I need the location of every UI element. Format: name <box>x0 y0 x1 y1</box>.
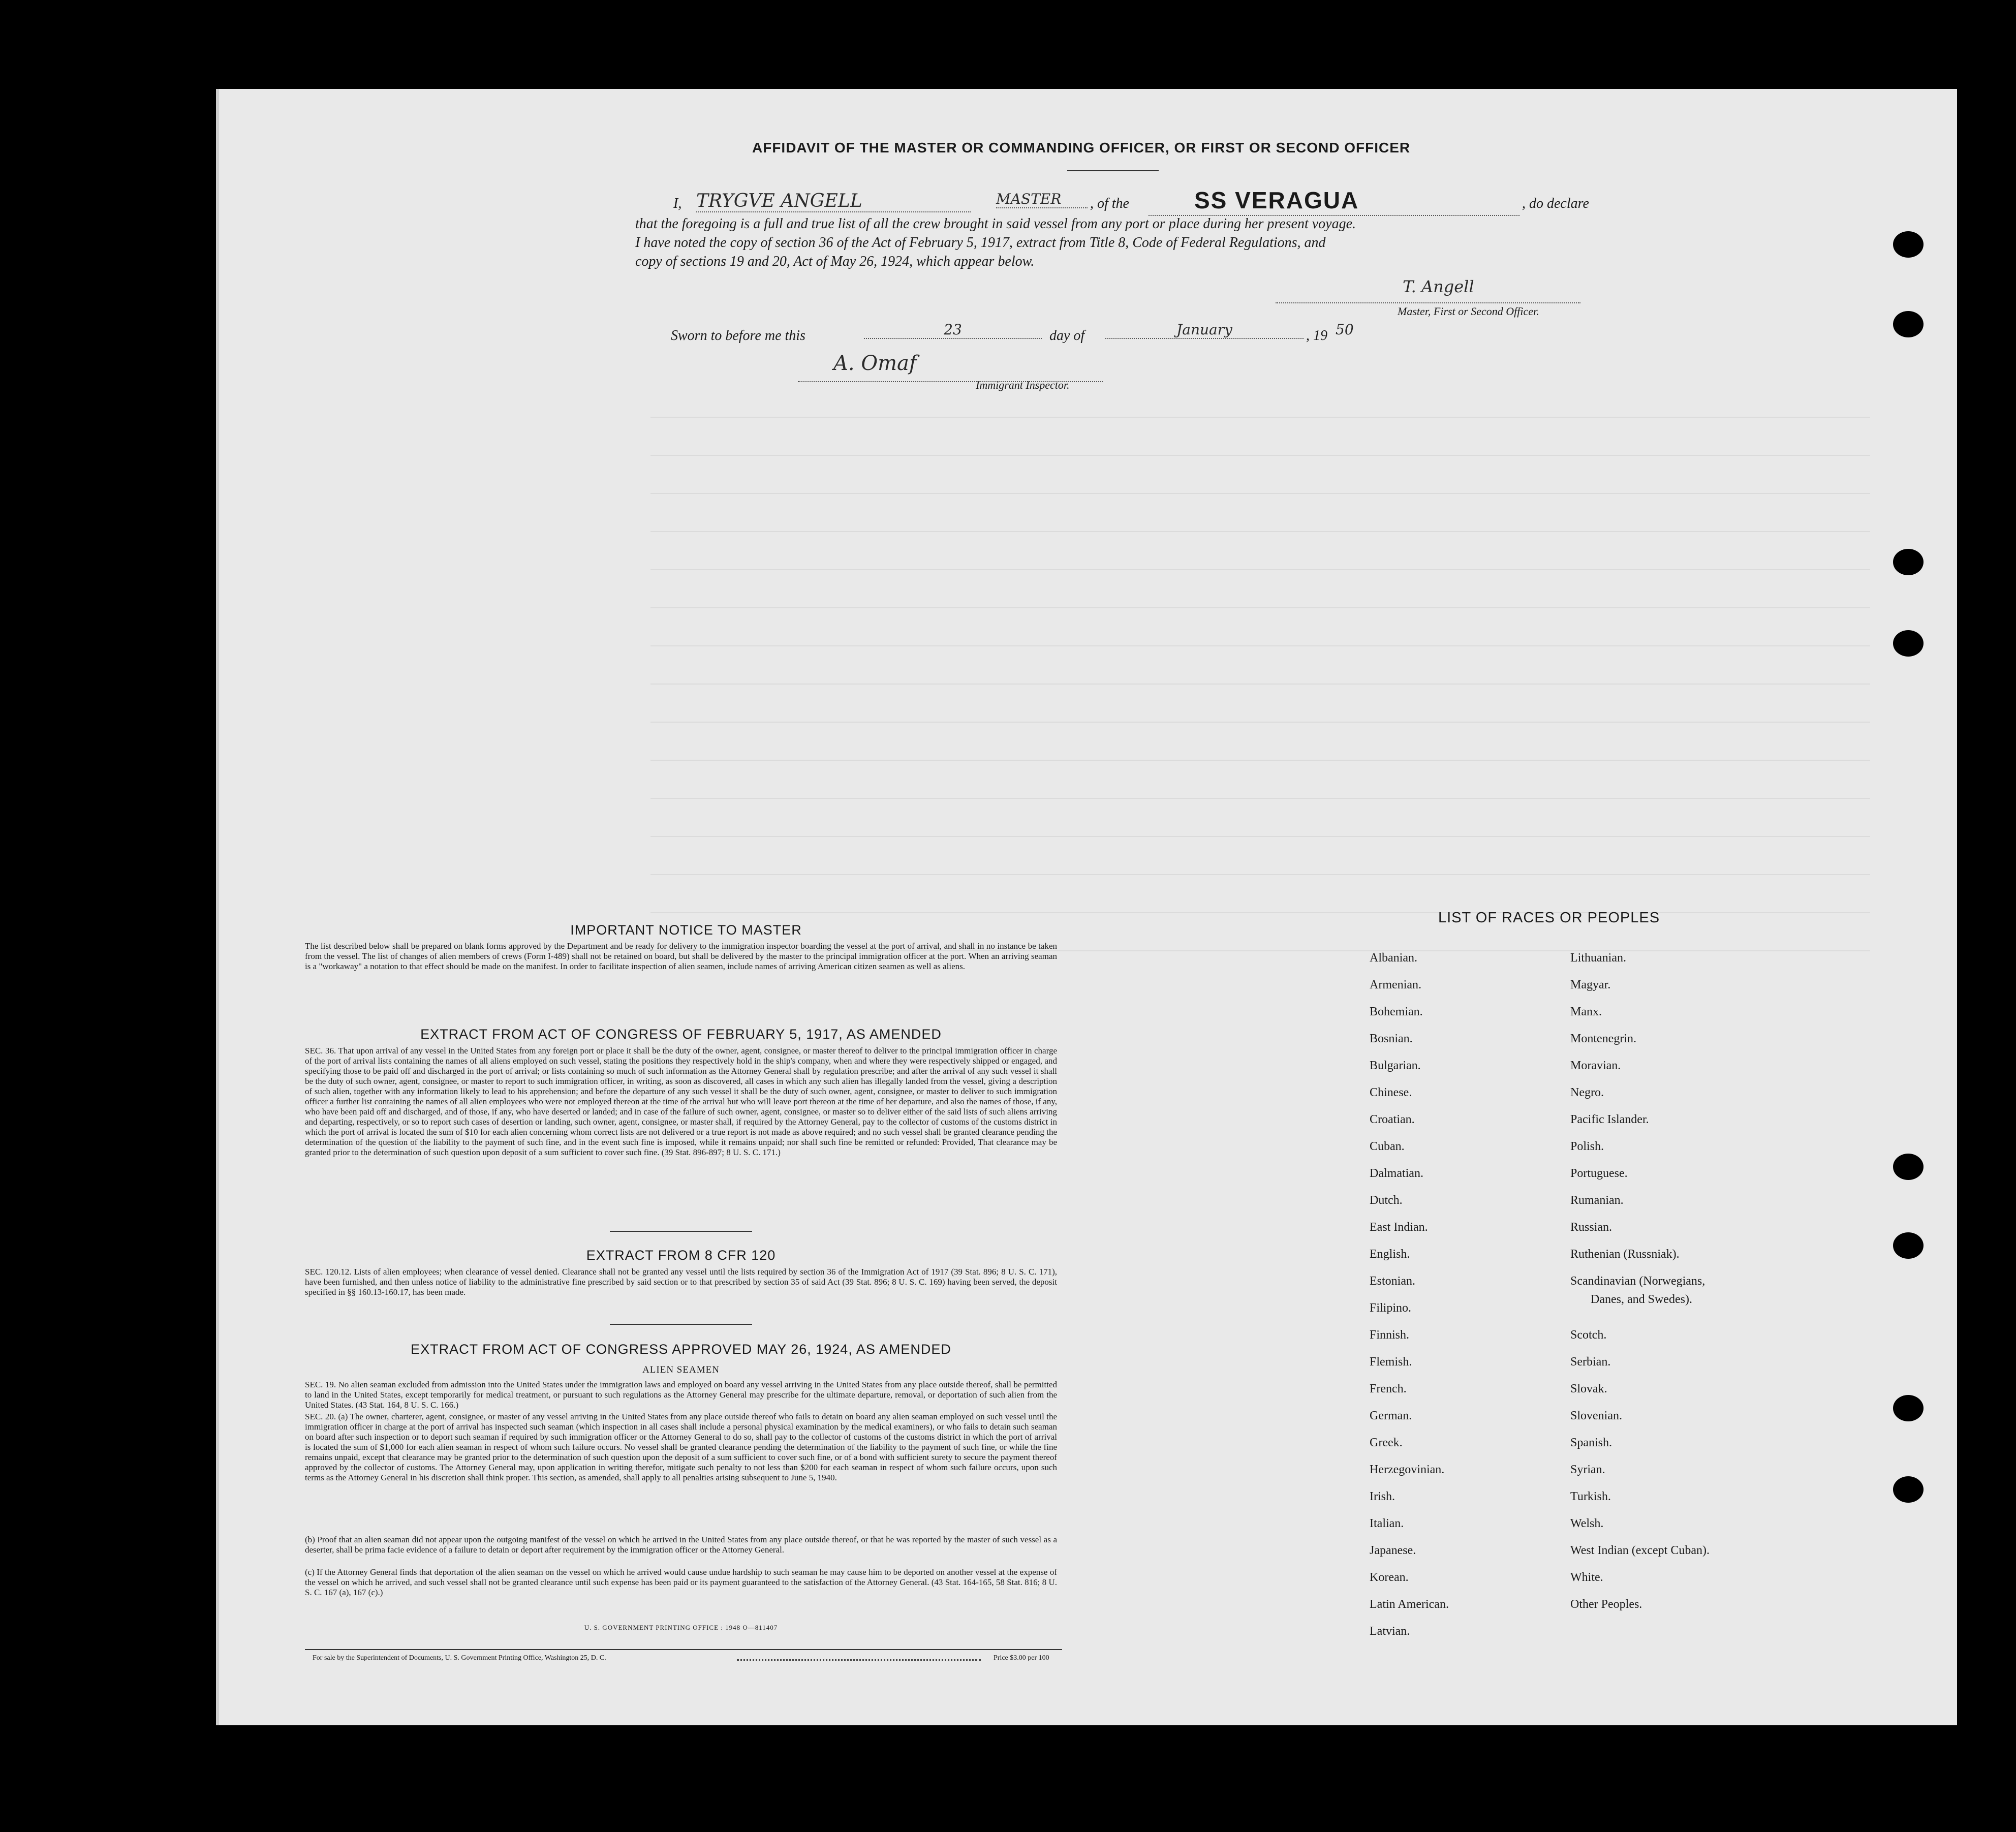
race-item: Welsh. <box>1570 1517 1604 1530</box>
officer-name: TRYGVE ANGELL <box>696 191 971 212</box>
sworn-month: January <box>1105 321 1304 339</box>
alien-seamen-subtitle: ALIEN SEAMEN <box>642 1364 720 1375</box>
sworn-label: Sworn to before me this <box>671 328 805 344</box>
race-item: Ruthenian (Russniak). <box>1570 1248 1680 1261</box>
races-title: LIST OF RACES OR PEOPLES <box>1438 910 1660 926</box>
extract-1917-title: EXTRACT FROM ACT OF CONGRESS OF FEBRUARY 5, 1917, AS AMENDED <box>420 1027 942 1042</box>
extract-cfr-body: SEC. 120.12. Lists of alien employees; when clearance of vessel denied. Clearance shall not be granted any vessel until the lists required by section 36 of the Immigration Act of 1917 (39 Stat. 896; 8 U. S. C. 171), have been furnished, and then unless notice of liability to the administrative fine prescribed by said section or to that prescribed by section 35 of said Act (39 Stat. 896; 8 U. S. C. 169) having been served, the deposit specified in §§ 160.13-160.17, has been made. <box>305 1267 1057 1297</box>
race-item: Dutch. <box>1370 1194 1403 1207</box>
extract-1924-sec19: SEC. 19. No alien seaman excluded from admission into the United States under the immigration laws and employed on board any vessel arriving in the United States from any place outside thereof, shall be permitted to land in the United States, except temporarily for medical treatment, or pursuant to such regulations as the Attorney General may prescribe for the ultimate departure, removal, or deportation of such alien from the United States. (43 Stat. 164, 8 U. S. C. 166.) <box>305 1380 1057 1410</box>
punch-hole <box>1893 231 1924 258</box>
race-item: Herzegovinian. <box>1370 1463 1445 1476</box>
master-signature-line <box>1276 277 1580 303</box>
race-item: Armenian. <box>1370 978 1421 991</box>
race-item: German. <box>1370 1409 1412 1422</box>
race-item: Filipino. <box>1370 1301 1412 1315</box>
notice-title: IMPORTANT NOTICE TO MASTER <box>570 922 802 938</box>
declaration-line-2: I have noted the copy of section 36 of the Act of February 5, 1917, extract from Title 8, Code of Federal Regulations, and <box>635 235 1326 251</box>
punch-hole <box>1893 630 1924 657</box>
race-item: Korean. <box>1370 1571 1409 1584</box>
race-item: Flemish. <box>1370 1355 1412 1369</box>
year-prefix: , 19 <box>1306 328 1327 344</box>
extract-1917-body: SEC. 36. That upon arrival of any vessel in the United States from any foreign port or place it shall be the duty of the owner, agent, consignee, or master thereof to deliver to the principal immigration officer in charge of the port of arrival lists containing the names of all aliens employed on such vessel, stating the positions they respectively hold in the ship's company, when and where they were respectively shipped or engaged, and specifying those to be paid off and discharged in the port of arrival; or lists containing so much of such information as the Attorney General shall by regulation prescribe; and after the arrival of any such vessel it shall be the duty of such owner, agent, consignee, or master to report to such immigration officer, in writing, as soon as discovered, all cases in which any such alien has illegally landed from the vessel, giving a description of such alien, together with any information likely to lead to his apprehension; and before the departure of any such vessel it shall be the duty of such owner, agent, consignee, or master to deliver to such immigration officer a further list containing the names of all alien employees who were not employed thereon at the time of the arrival but who will leave port thereon at the time of her departure, and also the names of those, if any, who have been paid off and discharged, and of those, if any, who have deserted or landed; and in case of the failure of such owner, agent, consignee, or master so to deliver either of the said lists of such aliens arriving and departing, respectively, or so to report such cases of desertion or landing, such owner, agent, consignee, or master shall, if required by the Attorney General, pay to the collector of customs of the customs district in which the port of arrival is located the sum of $10 for each alien concerning whom correct lists are not delivered or a true report is not made as above required; and no such vessel shall be granted clearance pending the determination of the question of the liability to the payment of such fine, and in the event such fine is imposed, while it remains unpaid; nor shall such fine be remitted or refunded: Provided, That clearance may be granted prior to the determination of such question upon deposit of a sum sufficient to cover such fine. (39 Stat. 896-897; 8 U. S. C. 171.) <box>305 1046 1057 1157</box>
race-item: Chinese. <box>1370 1086 1412 1099</box>
race-item: Lithuanian. <box>1570 951 1626 965</box>
declaration-line-3: copy of sections 19 and 20, Act of May 26, 1924, which appear below. <box>635 254 1035 269</box>
extract-1924-title: EXTRACT FROM ACT OF CONGRESS APPROVED MAY 26, 1924, AS AMENDED <box>411 1342 951 1357</box>
race-item: Serbian. <box>1570 1355 1611 1369</box>
race-item: French. <box>1370 1382 1407 1395</box>
race-item: Croatian. <box>1370 1113 1415 1126</box>
extract-cfr-rule <box>610 1324 752 1325</box>
of-the-label: , of the <box>1090 196 1129 211</box>
race-item: Montenegrin. <box>1570 1032 1636 1045</box>
punch-hole <box>1893 1232 1924 1259</box>
punch-hole <box>1893 549 1924 575</box>
race-item: Dalmatian. <box>1370 1167 1423 1180</box>
race-item: East Indian. <box>1370 1221 1428 1234</box>
race-item: Moravian. <box>1570 1059 1621 1072</box>
race-item: Polish. <box>1570 1140 1604 1153</box>
race-item: Japanese. <box>1370 1544 1416 1557</box>
race-item: White. <box>1570 1571 1603 1584</box>
race-item: Syrian. <box>1570 1463 1605 1476</box>
race-item: Pacific Islander. <box>1570 1113 1649 1126</box>
punch-hole <box>1893 1395 1924 1421</box>
race-item: English. <box>1370 1248 1410 1261</box>
races-left-column <box>1370 951 1583 1652</box>
race-item: Irish. <box>1370 1490 1395 1503</box>
gpo-imprint: U. S. GOVERNMENT PRINTING OFFICE : 1948 O—811407 <box>584 1624 778 1631</box>
punch-hole <box>1893 311 1924 337</box>
day-of-label: day of <box>1049 328 1085 344</box>
race-item: West Indian (except Cuban). <box>1570 1544 1710 1557</box>
extract-1924-sec20b: (b) Proof that an alien seaman did not appear upon the outgoing manifest of the vessel on which he arrived in the United States from any place outside thereof, or that he was reported by the master of such vessel as a deserter, shall be prima facie evidence of a failure to detain or deport after requirement by the immigration officer or the Attorney General. <box>305 1535 1057 1555</box>
race-item: Greek. <box>1370 1436 1403 1449</box>
officer-rank: MASTER <box>996 191 1088 208</box>
affidavit-title: AFFIDAVIT OF THE MASTER OR COMMANDING OFFICER, OR FIRST OR SECOND OFFICER <box>752 140 1411 156</box>
footer-dots <box>737 1653 981 1661</box>
extract-1924-sec20c: (c) If the Attorney General finds that deportation of the alien seaman on the vessel on which he arrived would cause undue hardship to such seaman he may cause him to be deported on another vessel at the expense of the vessel on which he arrived, and such vessel shall not be granted clearance until such expense has been paid or its payment guaranteed to the satisfaction of the Attorney General. (43 Stat. 164-165, 58 Stat. 816; 8 U. S. C. 167 (a), 167 (c).) <box>305 1567 1057 1597</box>
title-rule <box>1067 170 1159 171</box>
extract-1917-rule <box>610 1231 752 1232</box>
race-item: Cuban. <box>1370 1140 1405 1153</box>
race-item: Italian. <box>1370 1517 1404 1530</box>
footer-rule <box>305 1649 1062 1650</box>
race-item: Russian. <box>1570 1221 1612 1234</box>
race-item: Latvian. <box>1370 1625 1410 1638</box>
i-label: I, <box>673 196 682 211</box>
race-item: Scandinavian (Norwegians, <box>1570 1275 1705 1288</box>
race-item: Albanian. <box>1370 951 1417 965</box>
punch-hole <box>1893 1476 1924 1503</box>
inspector-signature: A. Omaf <box>833 352 917 375</box>
race-item: Bohemian. <box>1370 1005 1423 1018</box>
race-item: Manx. <box>1570 1005 1602 1018</box>
extract-cfr-title: EXTRACT FROM 8 CFR 120 <box>586 1248 776 1263</box>
race-item: Spanish. <box>1570 1436 1612 1449</box>
race-item: Estonian. <box>1370 1275 1415 1288</box>
sworn-day: 23 <box>864 321 1042 339</box>
race-item: Portuguese. <box>1570 1167 1628 1180</box>
master-caption: Master, First or Second Officer. <box>1398 305 1539 318</box>
sworn-year: 50 <box>1336 321 1354 338</box>
punch-hole <box>1893 1154 1924 1180</box>
vessel-name: SS VERAGUA <box>1194 187 1359 213</box>
race-item: Magyar. <box>1570 978 1611 991</box>
extract-1924-sec20a: SEC. 20. (a) The owner, charterer, agent, consignee, or master of any vessel arriving in the United States from any place outside thereof who fails to detain on board any alien seaman employed on such vessel until the immigration officer in charge at the port of arrival has inspected such seaman (which inspection in all cases shall include a personal physical examination by the medical examiners), or who fails to detain such seaman on board after such inspection or to deport such seaman if required by such immigration officer or the Attorney General to do so, shall pay to the collector of customs of the customs district in which the port of arrival is located the sum of $1,000 for each alien seaman in respect of whom such failure occurs. No vessel shall be granted clearance pending the determination of the liability to the payment of such fine, or while the fine remains unpaid, except that clearance may be granted prior to the determination of such question upon the deposit of a sum sufficient to cover such fine, or of a bond with sufficient surety to secure the payment thereof approved by the collector of customs. The Attorney General may, upon application in writing therefor, mitigate such penalty to not less than $200 for each seaman in respect of whom such failure occurs, upon such terms as the Attorney General in his discretion shall think proper. This section, as amended, shall apply to all penalties arising subsequent to June 5, 1940. <box>305 1412 1057 1482</box>
footer-sale: For sale by the Superintendent of Documents, U. S. Government Printing Office, Washington 25, D. C. <box>313 1654 606 1662</box>
races-right-column <box>1570 951 1835 1625</box>
race-item: Other Peoples. <box>1570 1598 1642 1611</box>
race-item: Slovenian. <box>1570 1409 1622 1422</box>
race-item: Danes, and Swedes). <box>1591 1293 1692 1306</box>
race-item: Rumanian. <box>1570 1194 1624 1207</box>
notice-body: The list described below shall be prepared on blank forms approved by the Department and be ready for delivery to the immigration inspector boarding the vessel at the port of arrival, and shall in no instance be taken from the vessel. The list of changes of alien members of crews (Form I-489) shall not be retained on board, but shall be delivered by the master to the principal immigration officer at the port. When an arriving seaman is a "workaway" a notation to that effect should be made on the manifest. In order to facilitate inspection of alien seamen, include names of arriving American citizen seamen as well as aliens. <box>305 941 1057 971</box>
race-item: Bosnian. <box>1370 1032 1413 1045</box>
master-signature: T. Angell <box>1403 277 1474 296</box>
race-item: Negro. <box>1570 1086 1604 1099</box>
footer-price: Price $3.00 per 100 <box>994 1654 1049 1662</box>
vessel-field <box>1149 187 1519 216</box>
declaration-line-1: that the foregoing is a full and true list of all the crew brought in said vessel from any port or place during her present voyage. <box>635 216 1356 232</box>
race-item: Slovak. <box>1570 1382 1607 1395</box>
race-item: Finnish. <box>1370 1328 1410 1342</box>
race-item: Scotch. <box>1570 1328 1607 1342</box>
do-declare-label: , do declare <box>1522 196 1589 211</box>
race-item: Turkish. <box>1570 1490 1611 1503</box>
race-item: Latin American. <box>1370 1598 1449 1611</box>
inspector-caption: Immigrant Inspector. <box>976 379 1070 391</box>
race-item: Bulgarian. <box>1370 1059 1421 1072</box>
